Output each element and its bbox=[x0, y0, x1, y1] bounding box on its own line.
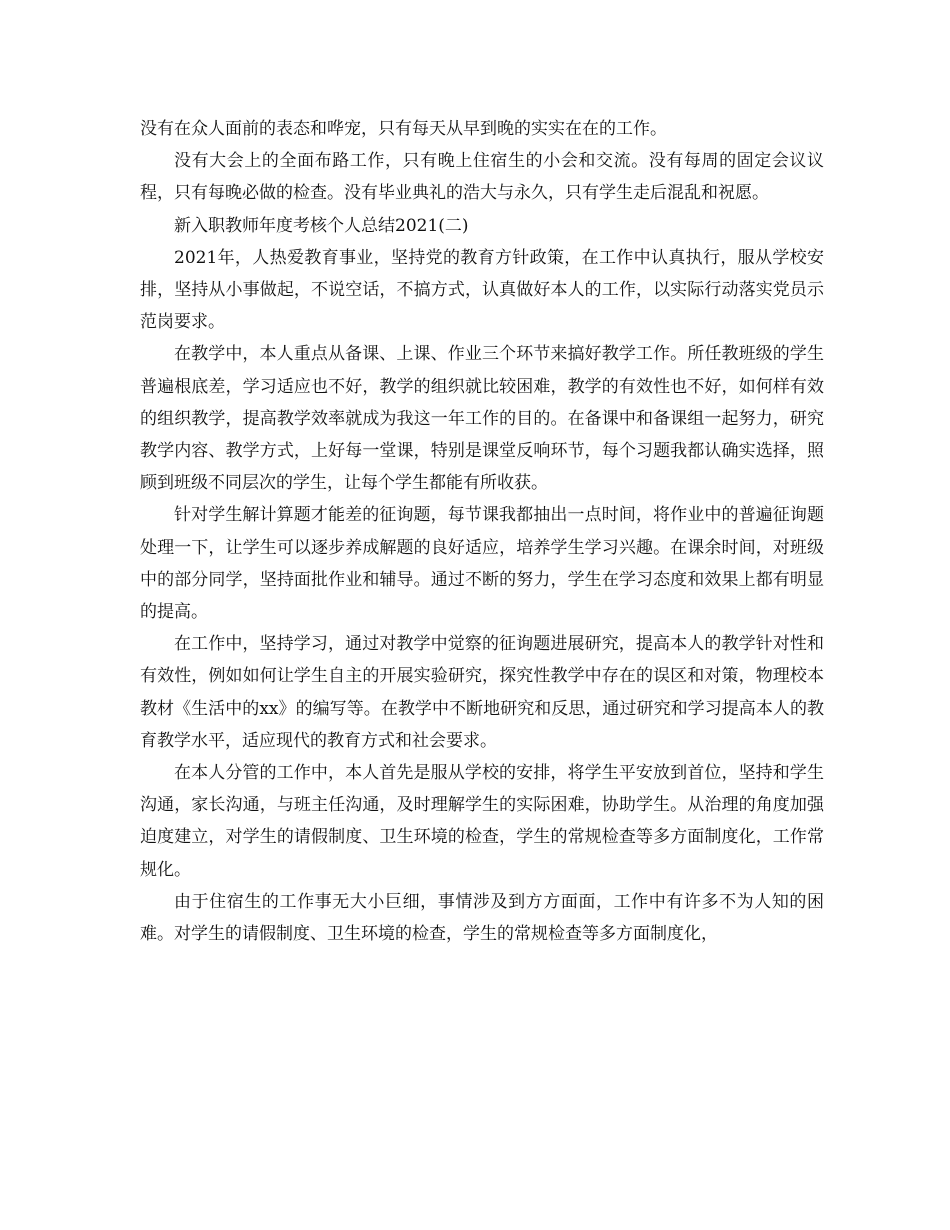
paragraph-1: 没有在众人面前的表态和哗宠，只有每天从早到晚的实实在在的工作。 bbox=[140, 119, 667, 139]
paragraph-4: 在教学中，本人重点从备课、上课、作业三个环节来搞好教学工作。所任教班级的学生普遍根底差，学习适应也不好，教学的组织就比较困难，教学的有效性也不好，如何样有效的组织教学，提高教学效率就成为我这一年工作的目的。在备课中和备课组一起努力，研究教学内容、教学方式，上好每一堂课，特别是课堂反响环节，每个习题我都认确实选择，照顾到班级不同层次的学生，让每个学生都能有所收获。 bbox=[140, 344, 824, 494]
paragraph-6: 在工作中，坚持学习，通过对教学中觉察的征询题进展研究，提高本人的教学针对性和有效性，例如如何让学生自主的开展实验研究，探究性教学中存在的误区和对策，物理校本教材《生活中的xx》的编写等。在教学中不断地研究和反思，通过研究和学习提高本人的教育教学水平，适应现代的教育方式和社会要求。 bbox=[140, 634, 824, 751]
paragraph-8: 由于住宿生的工作事无大小巨细，事情涉及到方方面面，工作中有许多不为人知的困难。对学生的请假制度、卫生环境的检查，学生的常规检查等多方面制度化， bbox=[140, 891, 824, 945]
document-body bbox=[140, 113, 824, 950]
paragraph-7: 在本人分管的工作中，本人首先是服从学校的安排，将学生平安放到首位，坚持和学生沟通，家长沟通，与班主任沟通，及时理解学生的实际困难，协助学生。从治理的角度加强迫度建立，对学生的请假制度、卫生环境的检查，学生的常规检查等多方面制度化，工作常规化。 bbox=[140, 763, 824, 880]
paragraph-3: 2021年，人热爱教育事业，坚持党的教育方针政策，在工作中认真执行，服从学校安排，坚持从小事做起，不说空话，不搞方式，认真做好本人的工作，以实际行动落实党员示范岗要求。 bbox=[140, 247, 824, 333]
section-heading: 新入职教师年度考核个人总结2021(二) bbox=[174, 215, 469, 236]
paragraph-2: 没有大会上的全面布路工作，只有晚上住宿生的小会和交流。没有每周的固定会议议程，只有每晚必做的检查。没有毕业典礼的浩大与永久，只有学生走后混乱和祝愿。 bbox=[140, 151, 824, 204]
paragraph-5: 针对学生解计算题才能差的征询题，每节课我都抽出一点时间，将作业中的普遍征询题处理一下，让学生可以逐步养成解题的良好适应，培养学生学习兴趣。在课余时间，对班级中的部分同学，坚持面批作业和辅导。通过不断的努力，学生在学习态度和效果上都有明显的提高。 bbox=[140, 505, 824, 623]
